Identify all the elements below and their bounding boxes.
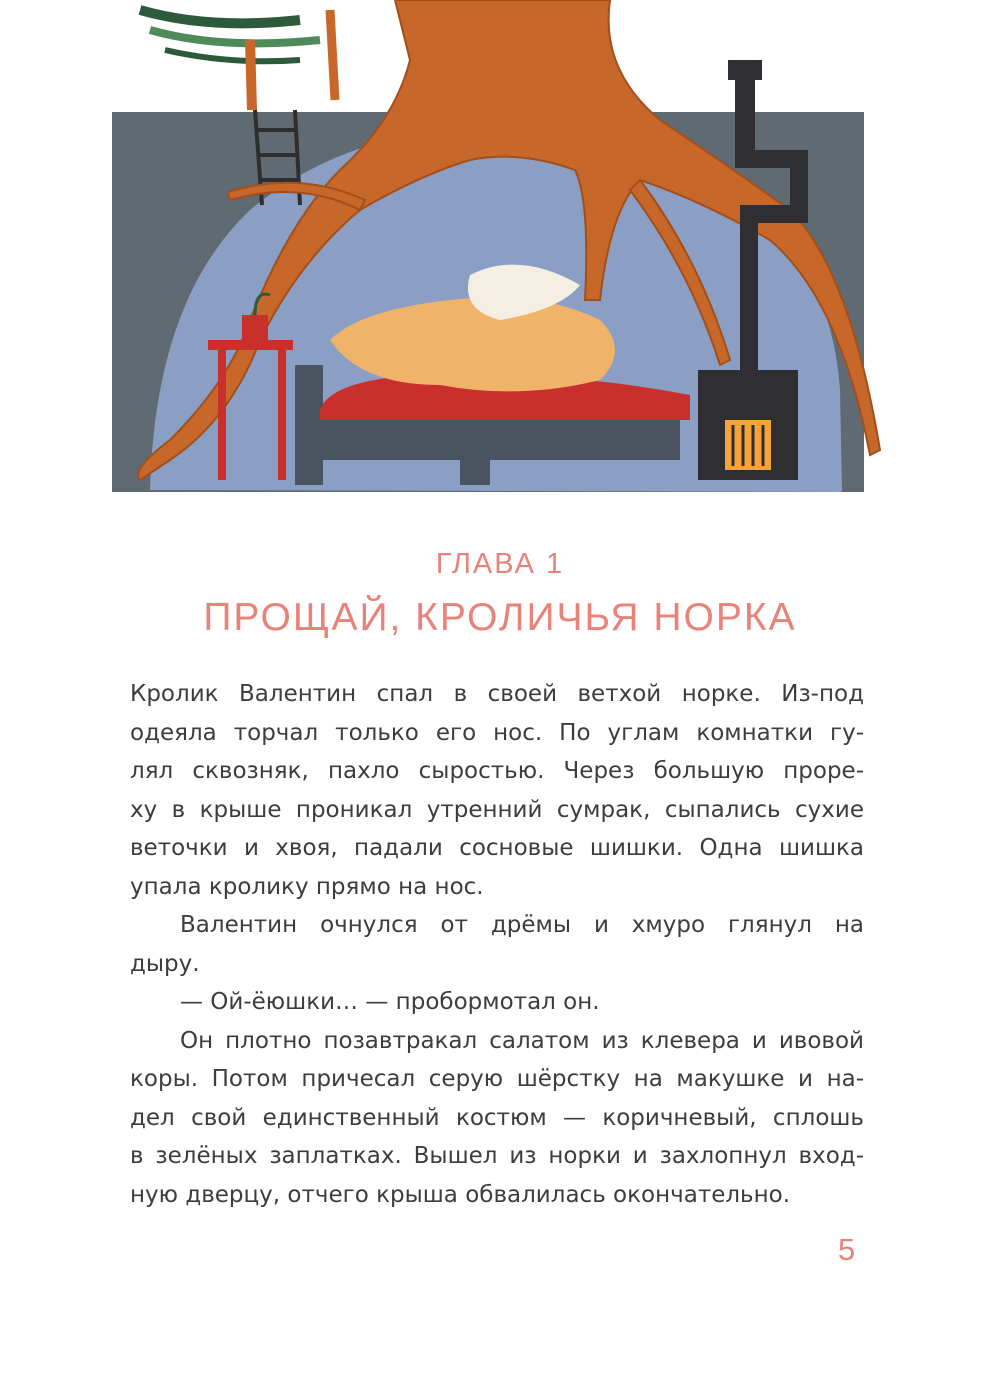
- chapter-title: ПРОЩАЙ, КРОЛИЧЬЯ НОРКА: [203, 596, 797, 639]
- text-line: веточки и хвоя, падали сосновые шишки. Одна шишка: [130, 835, 864, 861]
- pine-branch: [140, 10, 335, 110]
- text-line: упала кролику прямо на нос.: [130, 873, 484, 900]
- page-number: 5: [838, 1232, 856, 1267]
- text-line: Кролик Валентин спал в своей ветхой норке. Из-под: [130, 681, 864, 707]
- text-line: коры. Потом причесал серую шёрстку на макушке и на-: [130, 1066, 864, 1092]
- body-text: [130, 675, 864, 1214]
- stove-icon: [698, 370, 798, 480]
- text-line: ху в крыше проникал утренний сумрак, сыпались сухие: [130, 796, 864, 823]
- text-line: — Ой-ёюшки… — пробормотал он.: [180, 989, 600, 1015]
- text-line: ную дверцу, отчего крыша обвалилась окончательно.: [130, 1181, 791, 1208]
- text-line: в зелёных заплатках. Вышел из норки и захлопнул вход-: [130, 1143, 864, 1169]
- text-line: одеяла торчал только его нос. По углам комнатки гу-: [130, 719, 864, 746]
- text-line: Он плотно позавтракал салатом из клевера и ивовой: [180, 1027, 864, 1054]
- text-line: дыру.: [130, 950, 200, 977]
- burrow-illustration: [0, 0, 1000, 500]
- text-line: дел свой единственный костюм — коричневый, сплошь: [130, 1104, 864, 1131]
- chapter-label: ГЛАВА 1: [435, 548, 565, 580]
- text-line: лял сквозняк, пахло сыростью. Через большую проре-: [130, 758, 864, 784]
- text-line: Валентин очнулся от дрёмы и хмуро глянул на: [180, 912, 864, 938]
